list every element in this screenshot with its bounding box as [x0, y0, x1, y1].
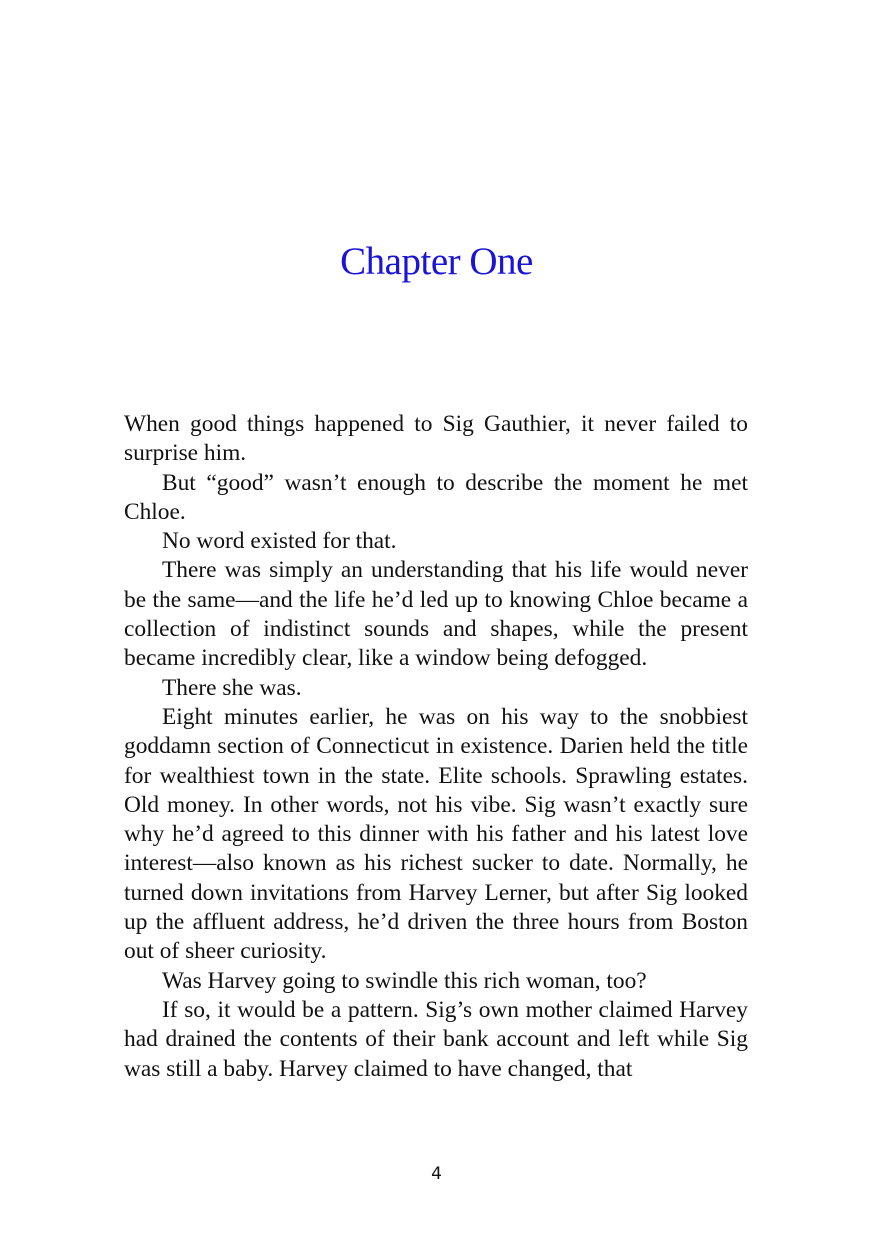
paragraph: But “good” wasn’t enough to describe the moment he met Chloe.	[124, 469, 748, 525]
paragraph: Eight minutes earlier, he was on his way to the snobbiest goddamn section of Connecticut in existence. Darien held the title for wealthiest town in the state. Elite schools. Sprawling estates. Old money. In other words, not his vibe. Sig wasn’t exactly sure why he’d agreed to this dinner with his father and his latest love interest—also known as his richest sucker to date. Normally, he turned down invitations from Harvey Lerner, but after Sig looked up the affluent address, he’d driven the three hours from Boston out of sheer curiosity.	[124, 703, 748, 965]
paragraph: There was simply an understanding that his life would never be the same—and the life he’d led up to knowing Chloe became a collection of indistinct sounds and shapes, while the present became incredibly clear, like a window being defogged.	[124, 557, 748, 672]
paragraph: Was Harvey going to swindle this rich woman, too?	[162, 967, 647, 994]
paragraph: When good things happened to Sig Gauthier, it never failed to surprise him.	[124, 411, 748, 467]
page-number: 4	[431, 1164, 442, 1184]
chapter-body	[124, 410, 748, 1084]
paragraph: No word existed for that.	[162, 528, 397, 555]
paragraph: There she was.	[162, 674, 302, 701]
chapter-title: Chapter One	[340, 240, 533, 283]
paragraph: If so, it would be a pattern. Sig’s own mother claimed Harvey had drained the contents of their bank account and left while Sig was still a baby. Harvey claimed to have changed, that	[124, 996, 748, 1082]
